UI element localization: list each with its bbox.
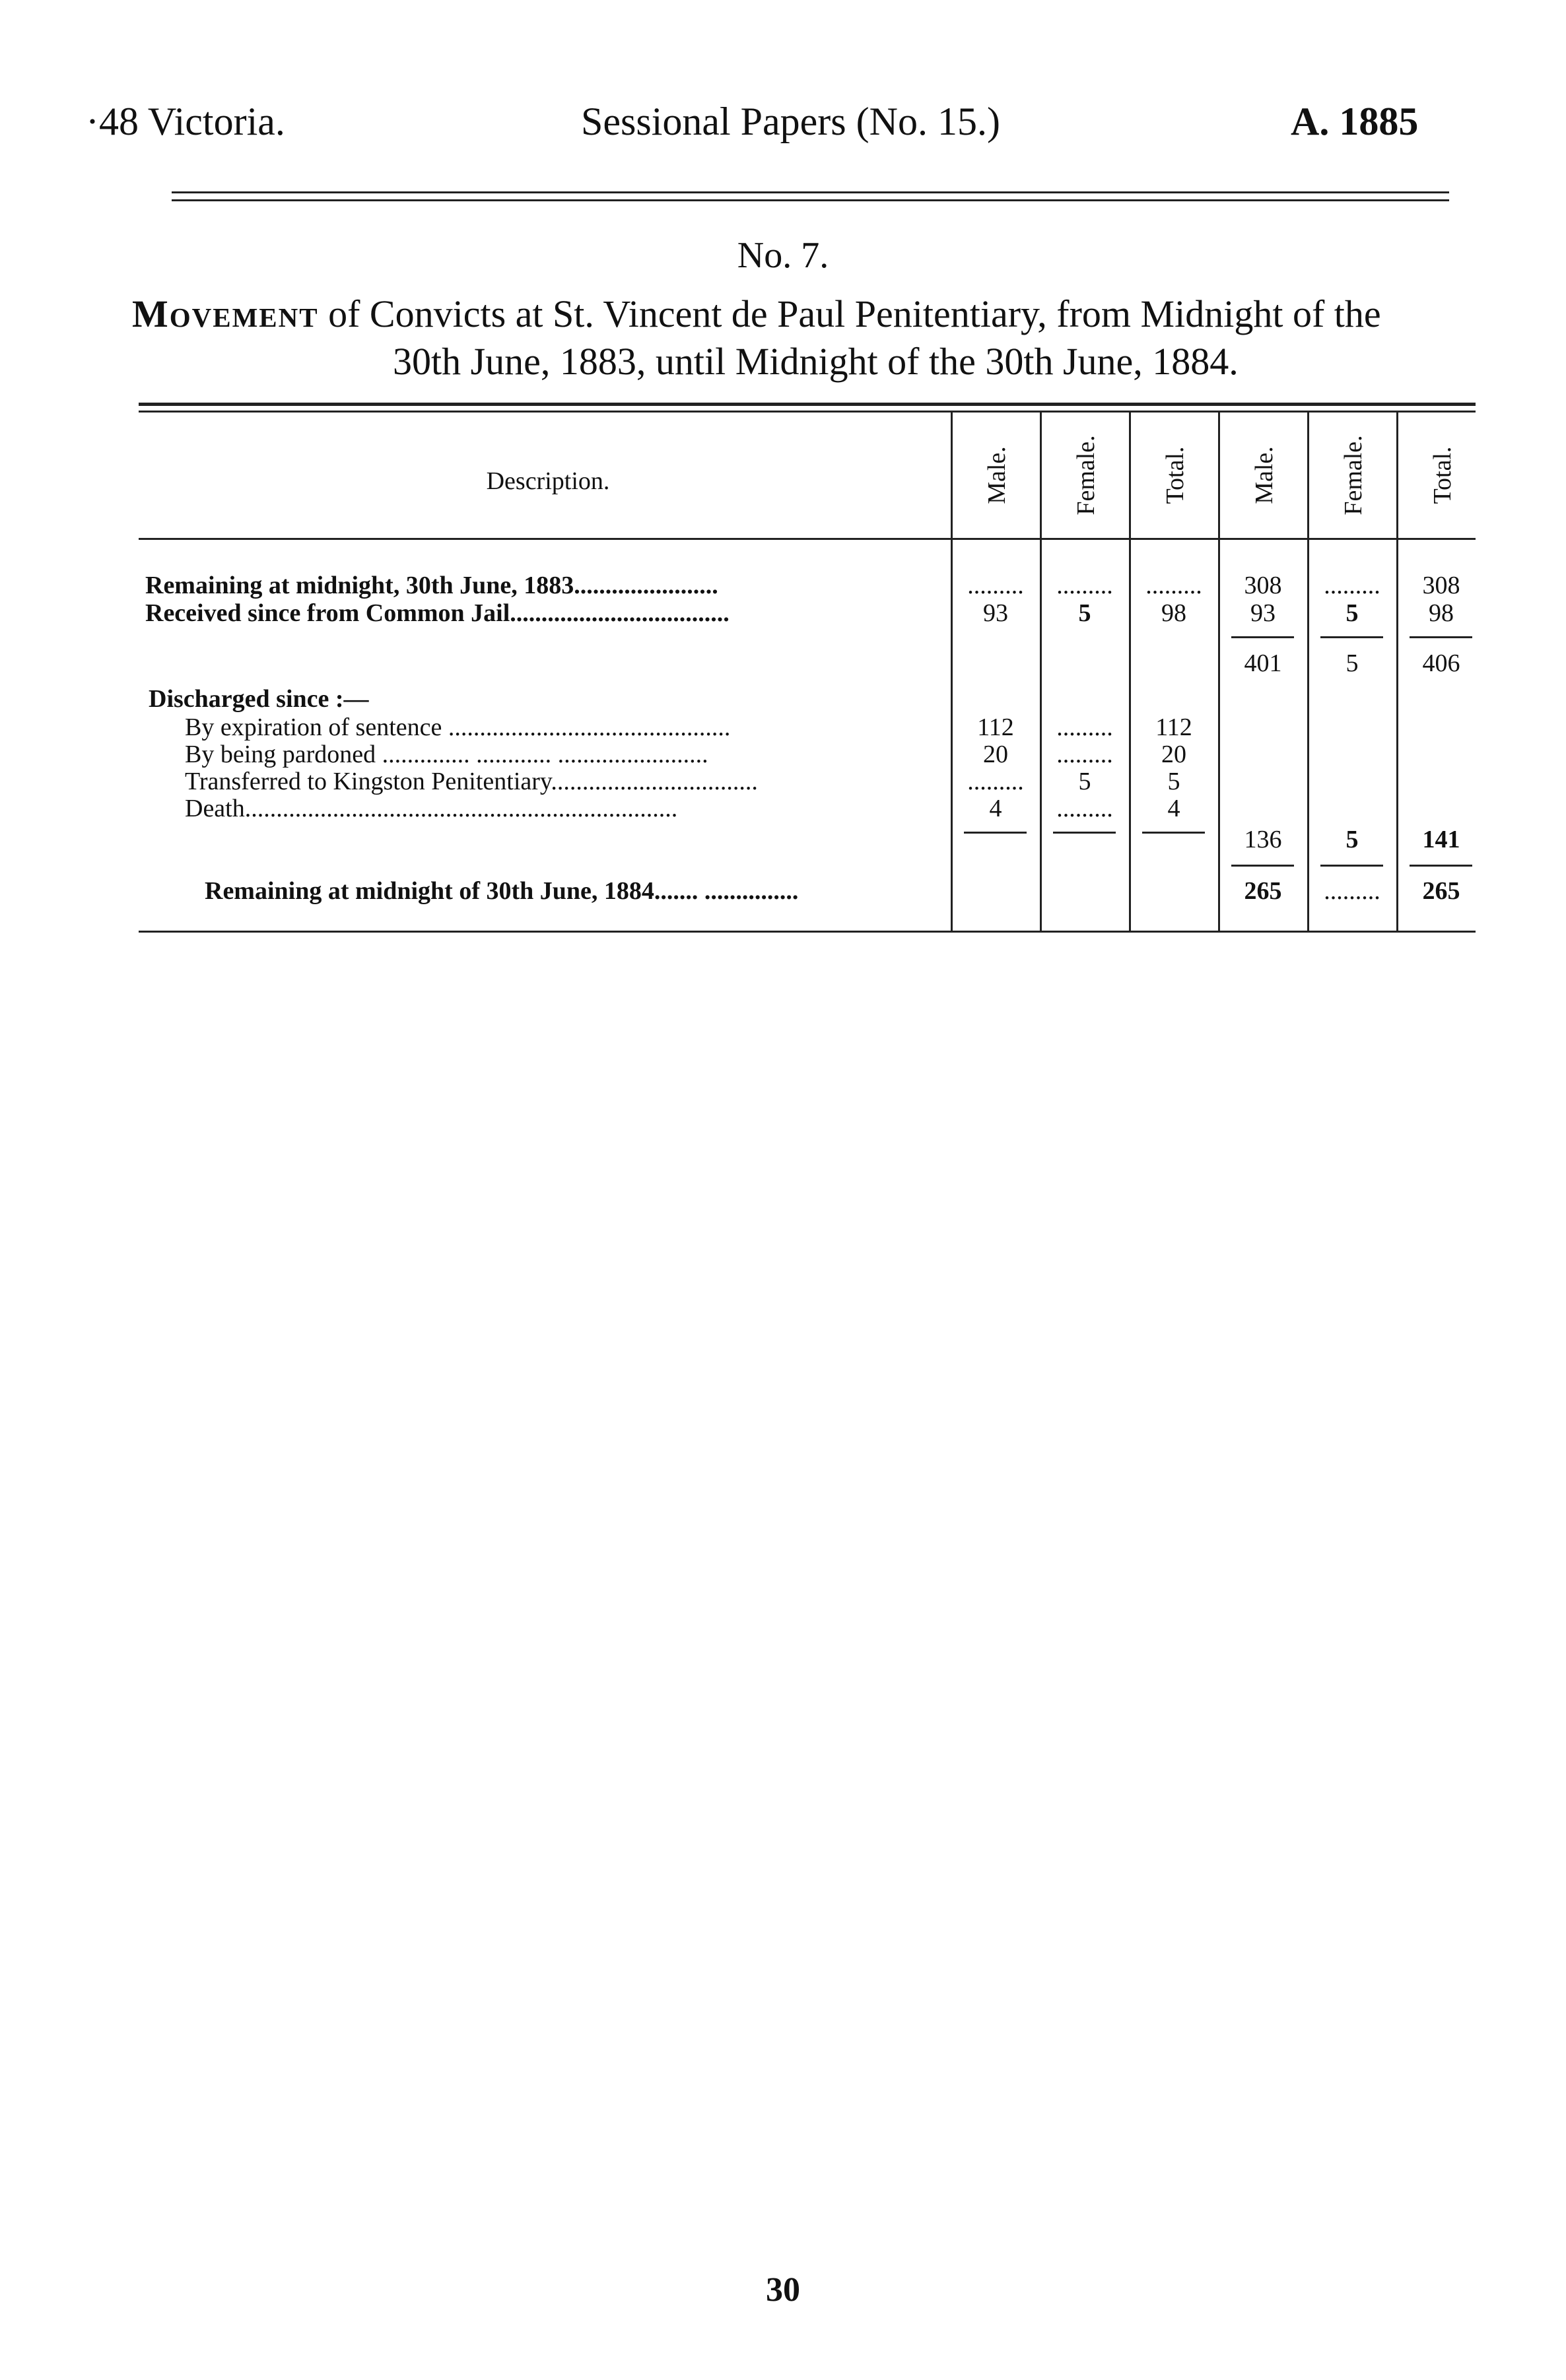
cell-subtotal-1-female: 5 [1345,649,1359,677]
cell-pardoned-female: ......... [1056,741,1113,768]
cell-transferred-total: 5 [1167,768,1180,795]
table-top-rule-2 [139,411,1476,413]
header-rule-top [172,191,1449,193]
header-rule-bottom [172,199,1449,201]
cell-received-female-2: 5 [1345,599,1359,627]
document-title [132,290,1518,385]
cell-remaining-1883-female-1: ......... [1056,572,1113,599]
table-top-rule [139,403,1476,406]
table-bottom-rule [139,931,1476,933]
row-label-transferred: Transferred to Kingston Penitentiary................................. [185,768,758,795]
cell-death-male: 4 [989,795,1002,822]
cell-expiration-total: 112 [1155,713,1192,741]
subtotal-2-rule-total-2 [1410,865,1472,867]
col-header-male-2: Male. [1250,446,1278,504]
row-label-remaining-1884: Remaining at midnight of 30th June, 1884....... ............... [205,877,799,905]
cell-remaining-1884-male: 265 [1244,877,1282,905]
header-year: A. 1885 [1291,100,1419,143]
row-label-pardoned: By being pardoned .............. ............ ........................ [185,741,708,768]
cell-pardoned-total: 20 [1161,741,1186,768]
cell-remaining-1883-total-1: ......... [1145,572,1202,599]
description-header: Description. [486,467,610,495]
cell-subtotal-2-total: 141 [1422,826,1460,853]
cell-death-female: ......... [1056,795,1113,822]
header-papers: Sessional Papers (No. 15.) [581,100,1000,143]
cell-subtotal-1-total: 406 [1422,649,1460,677]
cell-remaining-1884-female: ......... [1324,877,1380,905]
subtotal-2-rule-total-1 [1142,832,1205,834]
col-header-female-1: Female. [1072,435,1100,515]
row-label-remaining-1883: Remaining at midnight, 30th June, 1883....................... [145,572,718,599]
cell-transferred-male: ......... [967,768,1024,795]
cell-remaining-1883-male-2: 308 [1244,572,1282,599]
subtotal-2-rule-male-1 [964,832,1027,834]
cell-pardoned-male: 20 [983,741,1008,768]
cell-remaining-1883-male-1: ......... [967,572,1024,599]
subtotal-1-rule-female [1320,636,1383,638]
col-header-male-1: Male. [983,446,1011,504]
row-label-received: Received since from Common Jail................................... [145,599,730,627]
cell-received-total-2: 98 [1429,599,1454,627]
cell-received-female-1: 5 [1078,599,1091,627]
cell-death-total: 4 [1167,795,1180,822]
col-divider-3 [1129,413,1131,931]
row-label-expiration: By expiration of sentence ............................................. [185,713,731,741]
cell-remaining-1883-female-2: ......... [1324,572,1380,599]
document-number: No. 7. [737,235,829,276]
cell-received-total-1: 98 [1161,599,1186,627]
cell-expiration-female: ......... [1056,713,1113,741]
cell-remaining-1884-total: 265 [1422,877,1460,905]
title-line-2: 30th June, 1883, until Midnight of the 30th June, 1884. [393,340,1239,383]
col-header-total-1: Total. [1161,446,1189,504]
convict-movement-table [139,403,1476,944]
cell-subtotal-2-male: 136 [1244,826,1282,853]
row-label-discharged: Discharged since :— [149,685,369,713]
cell-subtotal-1-male: 401 [1244,649,1282,677]
table-header-rule [139,538,1476,540]
subtotal-1-rule-male [1231,636,1294,638]
col-header-total-2: Total. [1429,446,1456,504]
header-session: ·48 Victoria. [86,100,285,143]
title-line-1-text: of Convicts at St. Vincent de Paul Penitentiary, from Midnight of the [318,292,1381,335]
cell-received-male-2: 93 [1250,599,1276,627]
title-lead: Movement [132,292,319,335]
subtotal-2-rule-female-2 [1320,865,1383,867]
subtotal-2-rule-female-1 [1053,832,1116,834]
cell-remaining-1883-total-2: 308 [1422,572,1460,599]
subtotal-2-rule-male-2 [1231,865,1294,867]
title-line-1 [132,290,1518,338]
subtotal-1-rule-total [1410,636,1472,638]
col-header-female-2: Female. [1340,435,1367,515]
cell-expiration-male: 112 [977,713,1014,741]
cell-subtotal-2-female: 5 [1345,826,1359,853]
cell-received-male-1: 93 [983,599,1008,627]
cell-transferred-female: 5 [1078,768,1091,795]
page-number: 30 [766,2271,800,2309]
col-divider-2 [1040,413,1042,931]
row-label-death: Death..................................................................... [185,795,678,822]
